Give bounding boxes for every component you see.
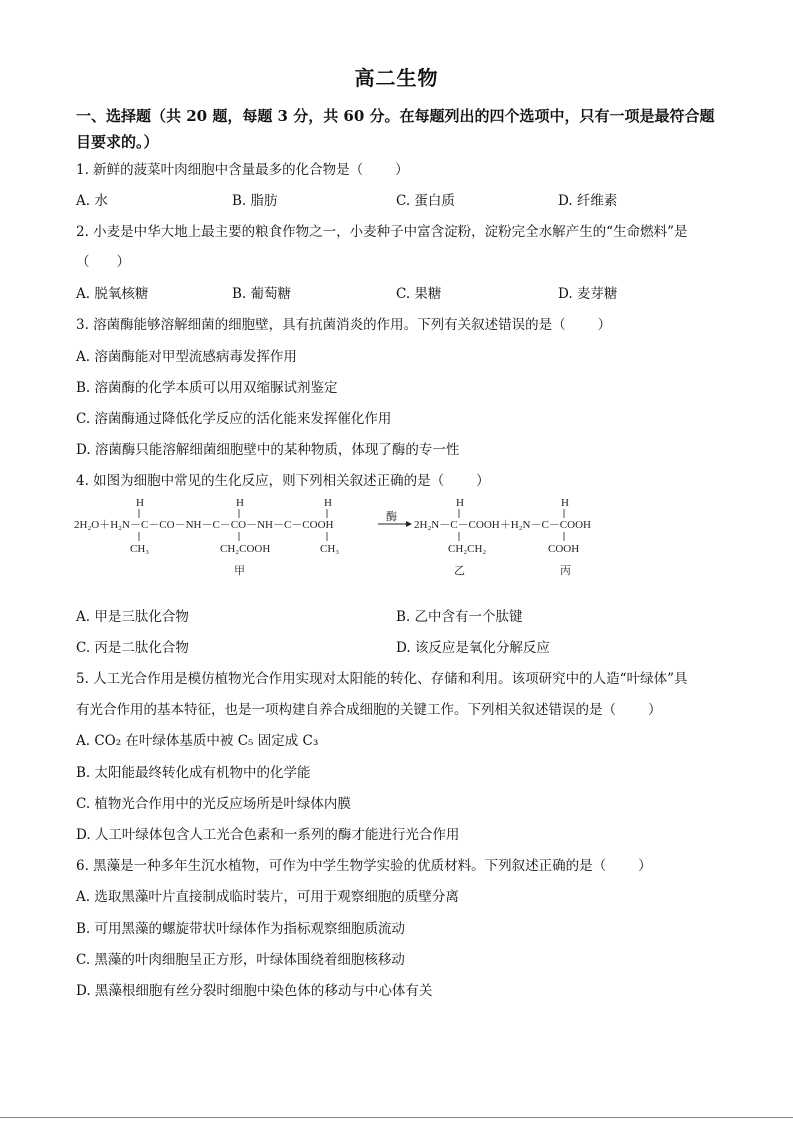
question-6-option-b[interactable]: B. 可用黑藻的螺旋带状叶绿体作为指标观察细胞质流动 [76,921,406,937]
question-2-option-c[interactable]: C. 果糖 [396,286,442,302]
peptide-hydrolysis-diagram [70,494,630,582]
question-2-stem-continued: （ ） [76,254,130,270]
question-3-option-d[interactable]: D. 溶菌酶只能溶解细菌细胞壁中的某种物质，体现了酶的专一性 [76,442,460,458]
question-3-option-c[interactable]: C. 溶菌酶通过降低化学反应的活化能来发挥催化作用 [76,411,392,427]
label-yi: 乙 [454,564,465,577]
label-bing: 丙 [560,564,571,577]
question-2-stem: 2. 小麦是中华大地上最主要的粮食作物之一，小麦种子中富含淀粉，淀粉完全水解产生的“生命燃料”是 [76,224,688,240]
question-4-stem: 4. 如图为细胞中常见的生化反应，则下列相关叙述正确的是（ ） [76,473,490,489]
diagram-h-2: H [236,497,244,509]
diagram-right-r-group-1: CH₂CH₂ [448,543,487,555]
diagram-left-formula: 2H₂O＋H₂N－C－CO－NH－C－CO－NH－C－COOH [74,519,334,531]
question-5-option-b[interactable]: B. 太阳能最终转化成有机物中的化学能 [76,765,311,781]
question-1-option-c[interactable]: C. 蛋白质 [396,193,455,209]
question-3-stem: 3. 溶菌酶能够溶解细菌的细胞壁，具有抗菌消炎的作用。下列有关叙述错误的是（ ） [76,317,612,333]
question-4-option-c[interactable]: C. 丙是二肽化合物 [76,640,189,656]
question-4-option-d[interactable]: D. 该反应是氧化分解反应 [396,640,550,656]
diagram-right-h-2: H [561,497,569,509]
diagram-right-formula: 2H₂N－C－COOH＋H₂N－C－COOH [414,519,591,531]
question-6-option-c[interactable]: C. 黑藻的叶肉细胞呈正方形，叶绿体围绕着细胞核移动 [76,952,405,968]
diagram-right-h-1: H [456,497,464,509]
question-6-option-a[interactable]: A. 选取黑藻叶片直接制成临时装片，可用于观察细胞的质壁分离 [76,889,459,905]
diagram-h-1: H [136,497,144,509]
question-5-stem: 5. 人工光合作用是模仿植物光合作用实现对太阳能的转化、存储和利用。该项研究中的人造“叶绿体”具 [76,671,688,687]
diagram-r-group-1: CH₃ [130,543,150,555]
section-heading: 一、选择题（共 20 题，每题 3 分，共 60 分。在每题列出的四个选项中，只有一项是最符合题目要求的。） [76,107,715,151]
question-5-option-c[interactable]: C. 植物光合作用中的光反应场所是叶绿体内膜 [76,796,351,812]
question-1-stem: 1. 新鲜的菠菜叶肉细胞中含量最多的化合物是（ ） [76,162,409,178]
question-6-option-d[interactable]: D. 黑藻根细胞有丝分裂时细胞中染色体的移动与中心体有关 [76,983,433,999]
question-1-option-b[interactable]: B. 脂肪 [232,193,278,209]
enzyme-label: 酶 [386,510,397,523]
label-jia: 甲 [234,564,245,577]
question-5-option-a[interactable]: A. CO₂ 在叶绿体基质中被 C₅ 固定成 C₃ [76,733,319,749]
question-3-option-a[interactable]: A. 溶菌酶能对甲型流感病毒发挥作用 [76,349,297,365]
question-1-option-d[interactable]: D. 纤维素 [558,193,618,209]
diagram-r-group-3: CH₃ [320,543,340,555]
question-1-option-a[interactable]: A. 水 [76,193,108,209]
question-5-stem-continued: 有光合作用的基本特征，也是一项构建自养合成细胞的关键工作。下列相关叙述错误的是（ ） [76,702,662,718]
question-2-option-a[interactable]: A. 脱氧核糖 [76,286,149,302]
page-title: 高二生物 [354,66,439,90]
page-bottom-rule [0,1117,793,1118]
question-2-option-b[interactable]: B. 葡萄糖 [232,286,292,302]
question-6-stem: 6. 黑藻是一种多年生沉水植物，可作为中学生物学实验的优质材料。下列叙述正确的是（ ） [76,858,652,874]
question-4-option-b[interactable]: B. 乙中含有一个肽键 [396,609,523,625]
diagram-r-group-2: CH₂COOH [220,543,271,555]
question-2-option-d[interactable]: D. 麦芽糖 [558,286,618,302]
diagram-right-r-group-2: COOH [548,543,580,555]
question-5-option-d[interactable]: D. 人工叶绿体包含人工光合色素和一系列的酶才能进行光合作用 [76,827,460,843]
diagram-h-3: H [324,497,332,509]
question-4-option-a[interactable]: A. 甲是三肽化合物 [76,609,189,625]
question-3-option-b[interactable]: B. 溶菌酶的化学本质可以用双缩脲试剂鉴定 [76,380,338,396]
